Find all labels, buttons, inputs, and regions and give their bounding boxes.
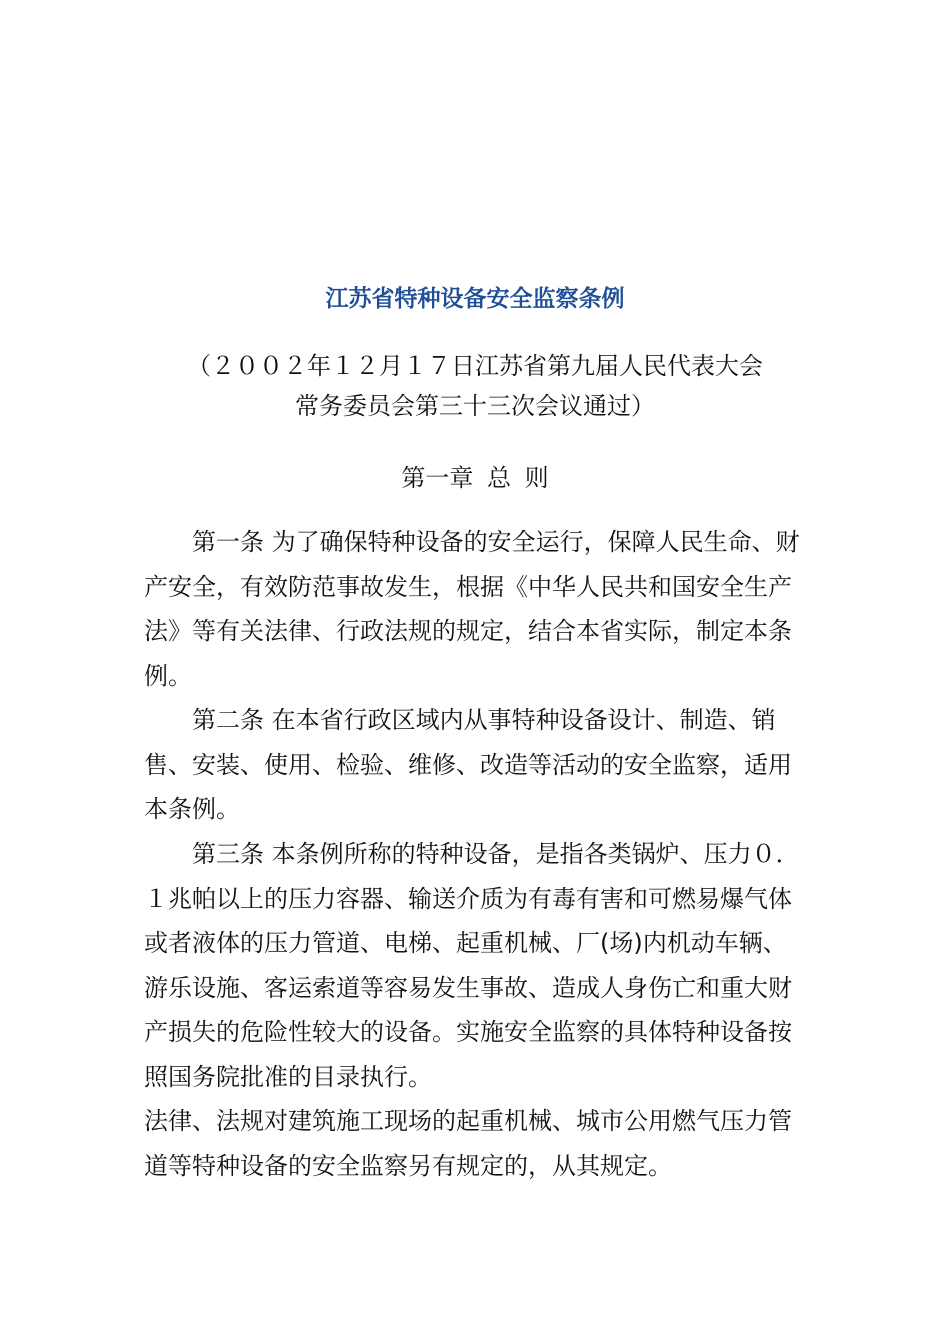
article-1: 第一条 为了确保特种设备的安全运行，保障人民生命、财产安全，有效防范事故发生，根据《中华人民共和国安全生产法》等有关法律、行政法规的规定，结合本省实际，制定本条例。 <box>144 528 800 690</box>
article-2: 第二条 在本省行政区域内从事特种设备设计、制造、销售、安装、使用、检验、维修、改造等活动的安全监察，适用本条例。 <box>144 706 792 823</box>
document-subtitle <box>0 346 950 426</box>
subtitle-line-1: （２００２年１２月１７日江苏省第九届人民代表大会 <box>187 352 763 380</box>
document-title: 江苏省特种设备安全监察条例 <box>325 286 625 312</box>
article-3: 第三条 本条例所称的特种设备，是指各类锅炉、压力０．１兆帕以上的压力容器、输送介质为有毒有害和可燃易爆气体或者液体的压力管道、电梯、起重机械、厂(场)内机动车辆、游乐设施、客运索道等容易发生事故、造成人身伤亡和重大财产损失的危险性较大的设备。实施安全监察的具体特种设备按照国务院批准的目录执行。 <box>144 840 800 1091</box>
article-3-supplement: 法律、法规对建筑施工现场的起重机械、城市公用燃气压力管道等特种设备的安全监察另有规定的，从其规定。 <box>144 1107 792 1180</box>
chapter-heading: 第一章 总 则 <box>401 464 549 492</box>
subtitle-line-2: 常务委员会第三十三次会议通过） <box>295 392 655 420</box>
